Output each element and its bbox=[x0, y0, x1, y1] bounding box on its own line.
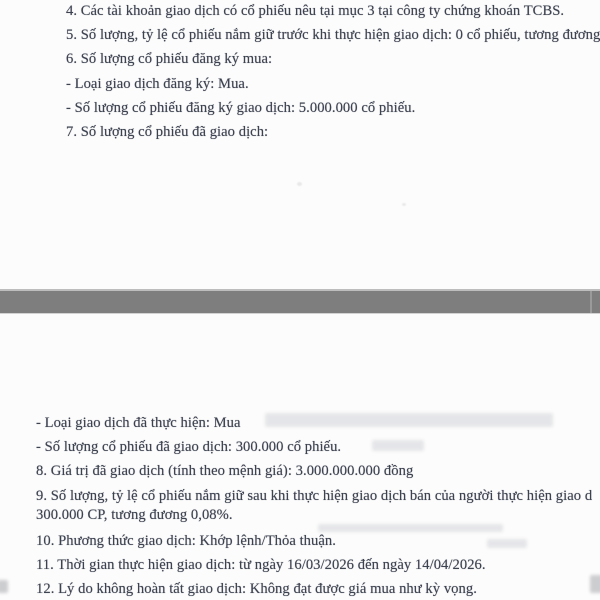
line-item-9-continuation: 300.000 CP, tương đương 0,08%. bbox=[36, 507, 233, 523]
bleedthrough-artifact bbox=[487, 539, 527, 548]
edge-smudge bbox=[0, 580, 8, 593]
line-executed-type: - Loại giao dịch đã thực hiện: Mua bbox=[36, 415, 241, 431]
bleedthrough-artifact bbox=[318, 524, 503, 532]
line-item-4-accounts: 4. Các tài khoản giao dịch có cổ phiếu nêu tại mục 3 tại công ty chứng khoán TCBS. bbox=[66, 3, 565, 19]
scan-speck bbox=[402, 203, 406, 206]
line-item-8-value: 8. Giá trị đã giao dịch (tính theo mệnh giá): 3.000.000.000 đồng bbox=[36, 463, 414, 479]
line-item-9-holdings-after: 9. Số lượng, tỷ lệ cổ phiếu nắm giữ sau khi thực hiện giao dịch bán của người thực hiện giao d bbox=[36, 488, 593, 504]
bleedthrough-artifact bbox=[265, 413, 553, 427]
line-registered-shares: - Số lượng cổ phiếu đăng ký giao dịch: 5.000.000 cổ phiếu. bbox=[66, 100, 416, 116]
line-item-12-reason: 12. Lý do không hoàn tất giao dịch: Không đạt được giá mua như kỳ vọng. bbox=[36, 581, 477, 597]
edge-smudge bbox=[590, 575, 600, 593]
line-item-11-period: 11. Thời gian thực hiện giao dịch: từ ngày 16/03/2026 đến ngày 14/04/2026. bbox=[36, 557, 486, 573]
line-executed-shares: - Số lượng cổ phiếu đã giao dịch: 300.000 cổ phiếu. bbox=[36, 439, 342, 455]
line-registered-type: - Loại giao dịch đăng ký: Mua. bbox=[66, 76, 249, 92]
line-item-5-holdings-before: 5. Số lượng, tỷ lệ cổ phiếu nắm giữ trước khi thực hiện giao dịch: 0 cổ phiếu, tương đương bbox=[66, 27, 600, 43]
line-item-6-registered-heading: 6. Số lượng cổ phiếu đăng ký mua: bbox=[66, 51, 273, 67]
bleedthrough-artifact bbox=[372, 440, 424, 451]
separator-notch bbox=[590, 291, 592, 313]
line-item-7-executed-heading: 7. Số lượng cổ phiếu đã giao dịch: bbox=[66, 124, 269, 140]
page-separator bbox=[0, 289, 600, 314]
scan-speck bbox=[297, 182, 302, 186]
line-item-10-method: 10. Phương thức giao dịch: Khớp lệnh/Thỏa thuận. bbox=[36, 533, 336, 549]
